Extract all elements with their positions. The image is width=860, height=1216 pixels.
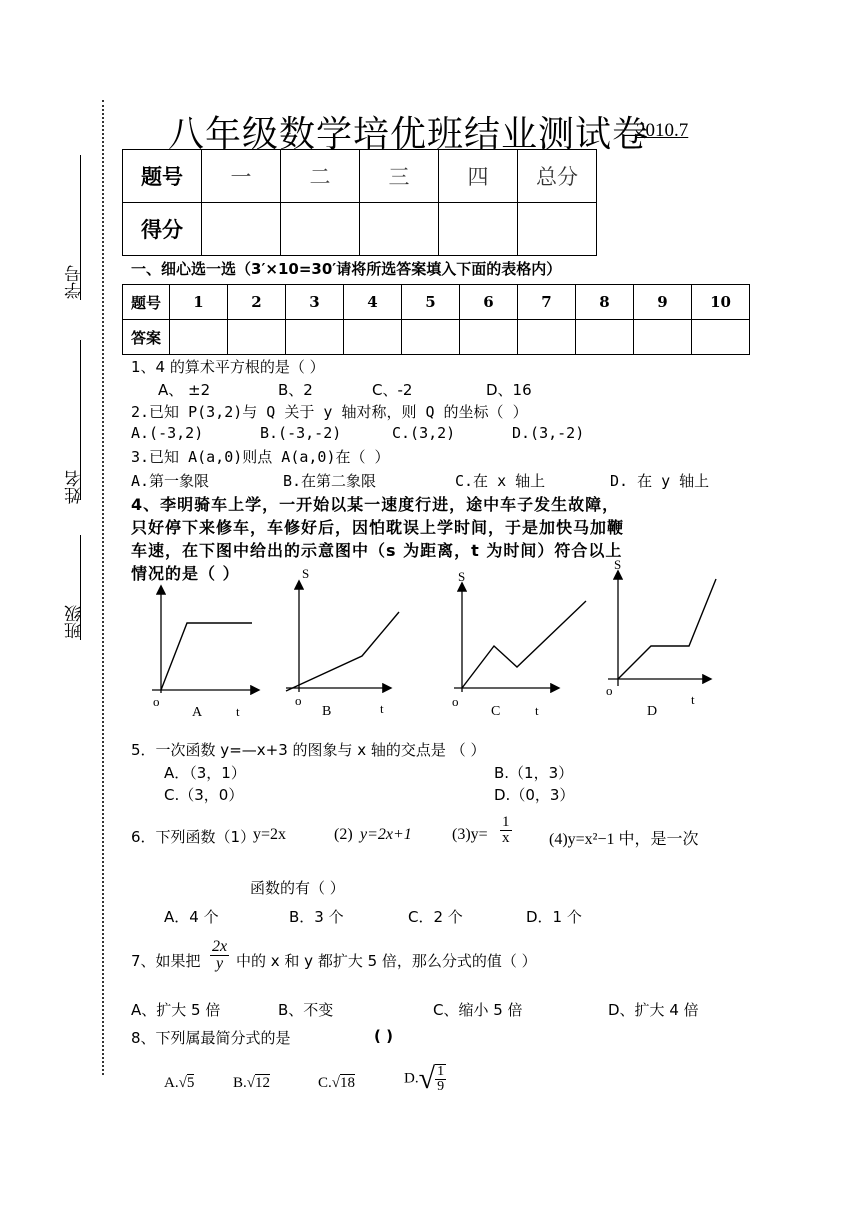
q8-option-d-den: 9 [437, 1079, 445, 1094]
q2-stem: 2.已知 P(3,2)与 Q 关于 y 轴对称，则 Q 的坐标（ ） [131, 403, 528, 421]
graph-d-s: S [614, 557, 622, 572]
sqrt-icon: √ [418, 1062, 436, 1095]
score-col-3: 三 [360, 150, 439, 203]
answer-number: 9 [634, 285, 692, 320]
q8-option-d-label: D. [404, 1070, 419, 1087]
score-col-4: 四 [439, 150, 518, 203]
q5-stem: 5．一次函数 y=—x+3 的图象与 x 轴的交点是 （ ） [131, 741, 486, 759]
q8-option-b-radicand: 12 [255, 1075, 270, 1091]
graph-b-label: B [322, 704, 332, 719]
graph-d-t: t [691, 692, 695, 707]
q6-f2-label: (2) [334, 826, 353, 843]
q6-option-d: D．1 个 [526, 908, 582, 926]
q4-line-2: 只好停下来修车，车修好后，因怕耽误上学时间，于是加快马加鞭 [131, 518, 625, 537]
sqrt-icon: √ [178, 1075, 187, 1091]
q8-stem: 8、下列属最简分式的是 [131, 1029, 291, 1047]
answer-cell[interactable] [286, 320, 344, 355]
graph-c-t: t [535, 703, 539, 718]
q6-option-c: C．2 个 [408, 908, 463, 926]
q8-option-b-label: B. [233, 1075, 247, 1091]
q6-f1: y=2x [253, 826, 287, 843]
q3-option-d: D. 在 y 轴上 [610, 472, 710, 490]
q7-option-c: C、缩小 5 倍 [433, 1001, 523, 1019]
name-blank [80, 340, 81, 500]
q6-option-b: B．3 个 [289, 908, 344, 926]
q6-f3-label: (3)y= [452, 826, 488, 843]
q6-option-a: A．4 个 [164, 908, 219, 926]
q8-option-a-radicand: 5 [186, 1075, 195, 1091]
answer-cell[interactable] [228, 320, 286, 355]
score-cell[interactable] [360, 203, 439, 256]
answer-cell[interactable] [344, 320, 402, 355]
q7-option-b: B、不变 [278, 1001, 334, 1019]
score-cell[interactable] [281, 203, 360, 256]
graph-d-label: D [647, 704, 658, 719]
score-label: 得分 [123, 203, 202, 256]
page-title: 八年级数学培优班结业测试卷 [168, 114, 650, 155]
q7-option-d: D、扩大 4 倍 [608, 1001, 699, 1019]
q6-f2: y=2x+1 [360, 826, 412, 843]
graph-a-origin: o [153, 694, 160, 709]
answer-number: 3 [286, 285, 344, 320]
answer-row-label: 答案 [123, 320, 170, 355]
score-cell[interactable] [518, 203, 597, 256]
answer-cell[interactable] [576, 320, 634, 355]
name-label: 姓名 [65, 470, 85, 504]
graph-c-s: S [458, 569, 466, 584]
q8-option-c-label: C. [318, 1075, 332, 1091]
q4-line-3: 车速，在下图中给出的示意图中（s 为距离，t 为时间）符合以上 [131, 541, 623, 560]
q6-f3-num: 1 [502, 814, 510, 830]
graph-d-origin: o [606, 683, 613, 698]
sqrt-icon: √ [246, 1075, 255, 1091]
q4-line-4: 情况的是（ ） [131, 564, 240, 583]
answer-number: 10 [692, 285, 750, 320]
q8-option-b [233, 1075, 270, 1092]
score-col-1: 一 [202, 150, 281, 203]
class-blank [80, 535, 81, 640]
answer-number: 6 [460, 285, 518, 320]
answer-cell[interactable] [692, 320, 750, 355]
score-col-total: 总分 [518, 150, 597, 203]
answer-number: 1 [170, 285, 228, 320]
q7-prefix: 7、如果把 [131, 952, 201, 970]
q3-stem: 3.已知 A(a,0)则点 A(a,0)在（ ） [131, 448, 390, 466]
answer-table [122, 284, 750, 355]
q7-frac-num: 2x [212, 938, 228, 955]
q1-option-a: A、 ±2 [158, 381, 211, 399]
graph-b [282, 564, 412, 724]
graph-c-label: C [491, 704, 501, 719]
graph-a-label: A [192, 705, 203, 720]
q1-option-b: B、2 [278, 381, 313, 399]
graph-a [140, 575, 270, 723]
answer-number: 4 [344, 285, 402, 320]
q2-option-c: C.(3,2) [392, 424, 456, 442]
graph-b-t: t [380, 701, 384, 716]
q5-option-d: D.（0，3） [494, 786, 575, 804]
answer-cell[interactable] [170, 320, 228, 355]
q7-suffix: 中的 x 和 y 都扩大 5 倍，那么分式的值（ ） [236, 952, 537, 970]
q5-option-b: B.（1，3） [494, 764, 574, 782]
q6-f4: (4)y=x²−1 中，是一次 [549, 831, 699, 848]
q3-option-b: B.在第二象限 [283, 472, 377, 490]
q6-f3-fraction [500, 815, 512, 846]
q8-paren: ( ) [374, 1027, 393, 1045]
score-cell[interactable] [202, 203, 281, 256]
q6-f3-den: x [502, 830, 510, 846]
q1-option-d: D、16 [486, 381, 532, 399]
q8-option-d [404, 1062, 446, 1096]
q3-option-a: A.第一象限 [131, 472, 210, 490]
score-col-2: 二 [281, 150, 360, 203]
q5-option-a: A．（3，1） [164, 764, 246, 782]
exam-date: 2010.7 [636, 120, 689, 141]
q8-option-a [164, 1075, 194, 1092]
q2-option-b: B.(-3,-2) [260, 424, 342, 442]
q1-option-c: C、-2 [372, 381, 413, 399]
answer-cell[interactable] [460, 320, 518, 355]
answer-number: 5 [402, 285, 460, 320]
q2-option-a: A.(-3,2) [131, 424, 204, 442]
q8-option-c [318, 1075, 355, 1092]
score-table [122, 149, 597, 256]
q4-line-1: 4、李明骑车上学，一开始以某一速度行进，途中车子发生故障， [131, 495, 620, 514]
q2-option-d: D.(3,-2) [512, 424, 585, 442]
score-cell[interactable] [439, 203, 518, 256]
answer-cell[interactable] [634, 320, 692, 355]
q1-stem: 1、4 的算术平方根的是（ ） [131, 358, 325, 376]
student-no-label: 学号 [65, 265, 85, 299]
q7-fraction [210, 939, 229, 972]
q8-option-d-num: 1 [437, 1064, 445, 1079]
answer-number: 2 [228, 285, 286, 320]
q8-option-c-radicand: 18 [340, 1075, 355, 1091]
class-label: 班级 [65, 605, 85, 639]
answer-cell[interactable] [518, 320, 576, 355]
binding-dotted-line [102, 100, 104, 1075]
answer-cell[interactable] [402, 320, 460, 355]
q8-option-a-label: A. [164, 1075, 179, 1091]
q7-option-a: A、扩大 5 倍 [131, 1001, 221, 1019]
answer-number: 8 [576, 285, 634, 320]
graph-c-origin: o [452, 694, 459, 709]
sqrt-icon: √ [331, 1075, 340, 1091]
q6-prefix: 6．下列函数（1） [131, 828, 256, 846]
answer-number: 7 [518, 285, 576, 320]
graph-d [600, 556, 730, 720]
q7-frac-den: y [216, 955, 224, 972]
section1-heading: 一、细心选一选（3′×10=30′请将所选答案填入下面的表格内） [131, 260, 562, 278]
graph-b-origin: o [295, 693, 302, 708]
q3-option-c: C.在 x 轴上 [455, 472, 546, 490]
graph-a-t: t [236, 704, 240, 719]
q6-line2: 函数的有（ ） [250, 879, 345, 897]
score-row-header: 题号 [123, 150, 202, 203]
q5-option-c: C.（3，0） [164, 786, 244, 804]
graph-b-s: S [302, 566, 310, 581]
student-no-blank [80, 155, 81, 300]
graph-c [448, 566, 598, 724]
answer-row-header: 题号 [123, 285, 170, 320]
